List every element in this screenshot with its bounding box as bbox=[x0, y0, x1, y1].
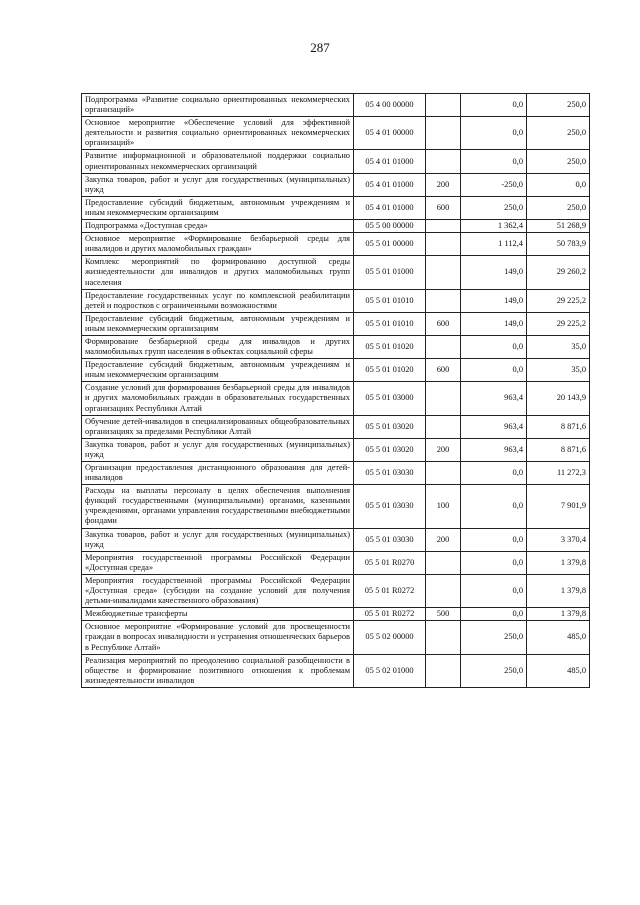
row-expense-type-cell bbox=[426, 462, 461, 485]
table-row bbox=[82, 233, 590, 256]
row-name-cell: Расходы на выплаты персоналу в целях обеспечения выполнения функций государственными (муниципальными) органами, казенными учреждениями, органами управления государственными внебюджетными фондами bbox=[82, 485, 354, 528]
table-row bbox=[82, 621, 590, 654]
table-row bbox=[82, 485, 590, 528]
row-change-amount-cell: 0,0 bbox=[461, 574, 527, 607]
row-code-cell: 05 5 01 01000 bbox=[354, 256, 426, 289]
row-name-cell: Закупка товаров, работ и услуг для государственных (муниципальных) нужд bbox=[82, 173, 354, 196]
row-name-cell: Предоставление субсидий бюджетным, автономным учреждениям и иным некоммерческим организациям bbox=[82, 312, 354, 335]
row-name-cell: Комплекс мероприятий по формированию доступной среды жизнедеятельности для инвалидов и других маломобильных групп населения bbox=[82, 256, 354, 289]
table-row bbox=[82, 551, 590, 574]
row-expense-type-cell bbox=[426, 233, 461, 256]
row-code-cell: 05 5 01 00000 bbox=[354, 233, 426, 256]
row-code-cell: 05 5 01 01010 bbox=[354, 289, 426, 312]
row-expense-type-cell bbox=[426, 654, 461, 687]
row-change-amount-cell: 250,0 bbox=[461, 621, 527, 654]
row-name-cell: Основное мероприятие «Формирование безбарьерной среды для инвалидов и других маломобильных граждан» bbox=[82, 233, 354, 256]
row-code-cell: 05 5 00 00000 bbox=[354, 220, 426, 233]
row-total-amount-cell: 50 783,9 bbox=[527, 233, 590, 256]
row-total-amount-cell: 485,0 bbox=[527, 654, 590, 687]
row-total-amount-cell: 3 370,4 bbox=[527, 528, 590, 551]
row-total-amount-cell: 250,0 bbox=[527, 150, 590, 173]
row-change-amount-cell: 149,0 bbox=[461, 256, 527, 289]
row-expense-type-cell: 200 bbox=[426, 173, 461, 196]
row-expense-type-cell: 100 bbox=[426, 485, 461, 528]
row-expense-type-cell bbox=[426, 117, 461, 150]
table-row bbox=[82, 117, 590, 150]
row-total-amount-cell: 29 225,2 bbox=[527, 312, 590, 335]
table-row bbox=[82, 382, 590, 415]
row-change-amount-cell: 0,0 bbox=[461, 485, 527, 528]
row-code-cell: 05 5 01 01020 bbox=[354, 335, 426, 358]
row-total-amount-cell: 485,0 bbox=[527, 621, 590, 654]
row-name-cell: Предоставление субсидий бюджетным, автономным учреждениям и иным некоммерческим организациям bbox=[82, 359, 354, 382]
row-name-cell: Предоставление субсидий бюджетным, автономным учреждениям и иным некоммерческим организациям bbox=[82, 196, 354, 219]
row-expense-type-cell bbox=[426, 382, 461, 415]
row-change-amount-cell: 0,0 bbox=[461, 359, 527, 382]
table-row bbox=[82, 359, 590, 382]
row-expense-type-cell bbox=[426, 289, 461, 312]
table-row bbox=[82, 173, 590, 196]
row-total-amount-cell: 29 225,2 bbox=[527, 289, 590, 312]
row-change-amount-cell: 250,0 bbox=[461, 654, 527, 687]
row-total-amount-cell: 8 871,6 bbox=[527, 415, 590, 438]
row-expense-type-cell bbox=[426, 256, 461, 289]
budget-table bbox=[81, 93, 590, 688]
row-change-amount-cell: 0,0 bbox=[461, 117, 527, 150]
row-total-amount-cell: 35,0 bbox=[527, 359, 590, 382]
row-code-cell: 05 5 01 01010 bbox=[354, 312, 426, 335]
row-expense-type-cell bbox=[426, 94, 461, 117]
row-change-amount-cell: 0,0 bbox=[461, 551, 527, 574]
row-name-cell: Основное мероприятие «Обеспечение условий для эффективной деятельности и развития социально ориентированных некоммерческих организаций» bbox=[82, 117, 354, 150]
row-name-cell: Подпрограмма «Доступная среда» bbox=[82, 220, 354, 233]
row-expense-type-cell: 200 bbox=[426, 438, 461, 461]
row-code-cell: 05 5 01 R0272 bbox=[354, 608, 426, 621]
table-row bbox=[82, 196, 590, 219]
row-expense-type-cell bbox=[426, 621, 461, 654]
row-name-cell: Мероприятия государственной программы Российской Федерации «Доступная среда» bbox=[82, 551, 354, 574]
row-total-amount-cell: 35,0 bbox=[527, 335, 590, 358]
row-change-amount-cell: 149,0 bbox=[461, 289, 527, 312]
row-change-amount-cell: 963,4 bbox=[461, 415, 527, 438]
row-name-cell: Закупка товаров, работ и услуг для государственных (муниципальных) нужд bbox=[82, 438, 354, 461]
row-total-amount-cell: 1 379,8 bbox=[527, 574, 590, 607]
row-code-cell: 05 5 01 R0270 bbox=[354, 551, 426, 574]
table-row bbox=[82, 608, 590, 621]
row-change-amount-cell: 0,0 bbox=[461, 94, 527, 117]
row-name-cell: Организация предоставления дистанционного образования для детей-инвалидов bbox=[82, 462, 354, 485]
row-total-amount-cell: 250,0 bbox=[527, 94, 590, 117]
table-row bbox=[82, 654, 590, 687]
row-code-cell: 05 5 01 03020 bbox=[354, 438, 426, 461]
row-total-amount-cell: 51 268,9 bbox=[527, 220, 590, 233]
row-expense-type-cell: 200 bbox=[426, 528, 461, 551]
row-code-cell: 05 5 01 R0272 bbox=[354, 574, 426, 607]
row-change-amount-cell: -250,0 bbox=[461, 173, 527, 196]
row-change-amount-cell: 0,0 bbox=[461, 608, 527, 621]
row-code-cell: 05 5 01 03030 bbox=[354, 485, 426, 528]
table-row bbox=[82, 528, 590, 551]
row-name-cell: Подпрограмма «Развитие социально ориентированных некоммерческих организаций» bbox=[82, 94, 354, 117]
row-expense-type-cell bbox=[426, 150, 461, 173]
table-row bbox=[82, 150, 590, 173]
row-change-amount-cell: 963,4 bbox=[461, 382, 527, 415]
row-total-amount-cell: 11 272,3 bbox=[527, 462, 590, 485]
table-row bbox=[82, 415, 590, 438]
row-total-amount-cell: 7 901,9 bbox=[527, 485, 590, 528]
page-number: 287 bbox=[310, 40, 330, 55]
row-expense-type-cell: 500 bbox=[426, 608, 461, 621]
row-expense-type-cell bbox=[426, 220, 461, 233]
row-name-cell: Предоставление государственных услуг по комплексной реабилитации детей и подростков с ограниченными возможностями bbox=[82, 289, 354, 312]
row-total-amount-cell: 20 143,9 bbox=[527, 382, 590, 415]
table-row bbox=[82, 94, 590, 117]
row-change-amount-cell: 0,0 bbox=[461, 335, 527, 358]
table-row bbox=[82, 335, 590, 358]
row-code-cell: 05 4 01 01000 bbox=[354, 196, 426, 219]
row-code-cell: 05 4 00 00000 bbox=[354, 94, 426, 117]
row-code-cell: 05 5 01 03020 bbox=[354, 415, 426, 438]
row-expense-type-cell: 600 bbox=[426, 196, 461, 219]
row-expense-type-cell bbox=[426, 574, 461, 607]
row-expense-type-cell: 600 bbox=[426, 359, 461, 382]
row-change-amount-cell: 250,0 bbox=[461, 196, 527, 219]
row-total-amount-cell: 1 379,8 bbox=[527, 551, 590, 574]
row-total-amount-cell: 0,0 bbox=[527, 173, 590, 196]
row-change-amount-cell: 0,0 bbox=[461, 528, 527, 551]
row-total-amount-cell: 1 379,8 bbox=[527, 608, 590, 621]
row-code-cell: 05 4 01 00000 bbox=[354, 117, 426, 150]
table-row bbox=[82, 220, 590, 233]
row-name-cell: Реализация мероприятий по преодолению социальной разобщенности в обществе и формирование позитивного отношения к проблемам жизнедеятельности инвалидов bbox=[82, 654, 354, 687]
row-name-cell: Мероприятия государственной программы Российской Федерации «Доступная среда» (субсидии на создание условий для получения детьми-инвалидами качественного образования) bbox=[82, 574, 354, 607]
row-name-cell: Формирование безбарьерной среды для инвалидов и других маломобильных групп населения в объектах социальной сферы bbox=[82, 335, 354, 358]
row-total-amount-cell: 8 871,6 bbox=[527, 438, 590, 461]
row-code-cell: 05 5 01 03030 bbox=[354, 528, 426, 551]
table-row bbox=[82, 312, 590, 335]
table-row bbox=[82, 256, 590, 289]
row-name-cell: Развитие информационной и образовательной поддержки социально ориентированных некоммерческих организаций bbox=[82, 150, 354, 173]
row-expense-type-cell bbox=[426, 415, 461, 438]
row-total-amount-cell: 250,0 bbox=[527, 117, 590, 150]
row-code-cell: 05 5 01 03000 bbox=[354, 382, 426, 415]
table-row bbox=[82, 574, 590, 607]
row-expense-type-cell bbox=[426, 551, 461, 574]
row-name-cell: Создание условий для формирования безбарьерной среды для инвалидов и других маломобильных граждан в образовательных государственных организациях Республики Алтай bbox=[82, 382, 354, 415]
row-change-amount-cell: 1 112,4 bbox=[461, 233, 527, 256]
row-expense-type-cell: 600 bbox=[426, 312, 461, 335]
row-total-amount-cell: 250,0 bbox=[527, 196, 590, 219]
row-change-amount-cell: 149,0 bbox=[461, 312, 527, 335]
row-name-cell: Межбюджетные трансферты bbox=[82, 608, 354, 621]
row-change-amount-cell: 1 362,4 bbox=[461, 220, 527, 233]
row-code-cell: 05 5 02 01000 bbox=[354, 654, 426, 687]
row-change-amount-cell: 963,4 bbox=[461, 438, 527, 461]
row-code-cell: 05 4 01 01000 bbox=[354, 173, 426, 196]
row-name-cell: Обучение детей-инвалидов в специализированных общеобразовательных организациях за пределами Республики Алтай bbox=[82, 415, 354, 438]
row-name-cell: Закупка товаров, работ и услуг для государственных (муниципальных) нужд bbox=[82, 528, 354, 551]
row-expense-type-cell bbox=[426, 335, 461, 358]
row-code-cell: 05 5 01 03030 bbox=[354, 462, 426, 485]
row-code-cell: 05 4 01 01000 bbox=[354, 150, 426, 173]
row-code-cell: 05 5 01 01020 bbox=[354, 359, 426, 382]
row-total-amount-cell: 29 260,2 bbox=[527, 256, 590, 289]
table-row bbox=[82, 289, 590, 312]
row-code-cell: 05 5 02 00000 bbox=[354, 621, 426, 654]
row-change-amount-cell: 0,0 bbox=[461, 462, 527, 485]
table-row bbox=[82, 438, 590, 461]
row-name-cell: Основное мероприятие «Формирование условий для просвещенности граждан в вопросах инвалидности и устранения отношенческих барьеров в Республике Алтай» bbox=[82, 621, 354, 654]
row-change-amount-cell: 0,0 bbox=[461, 150, 527, 173]
table-row bbox=[82, 462, 590, 485]
